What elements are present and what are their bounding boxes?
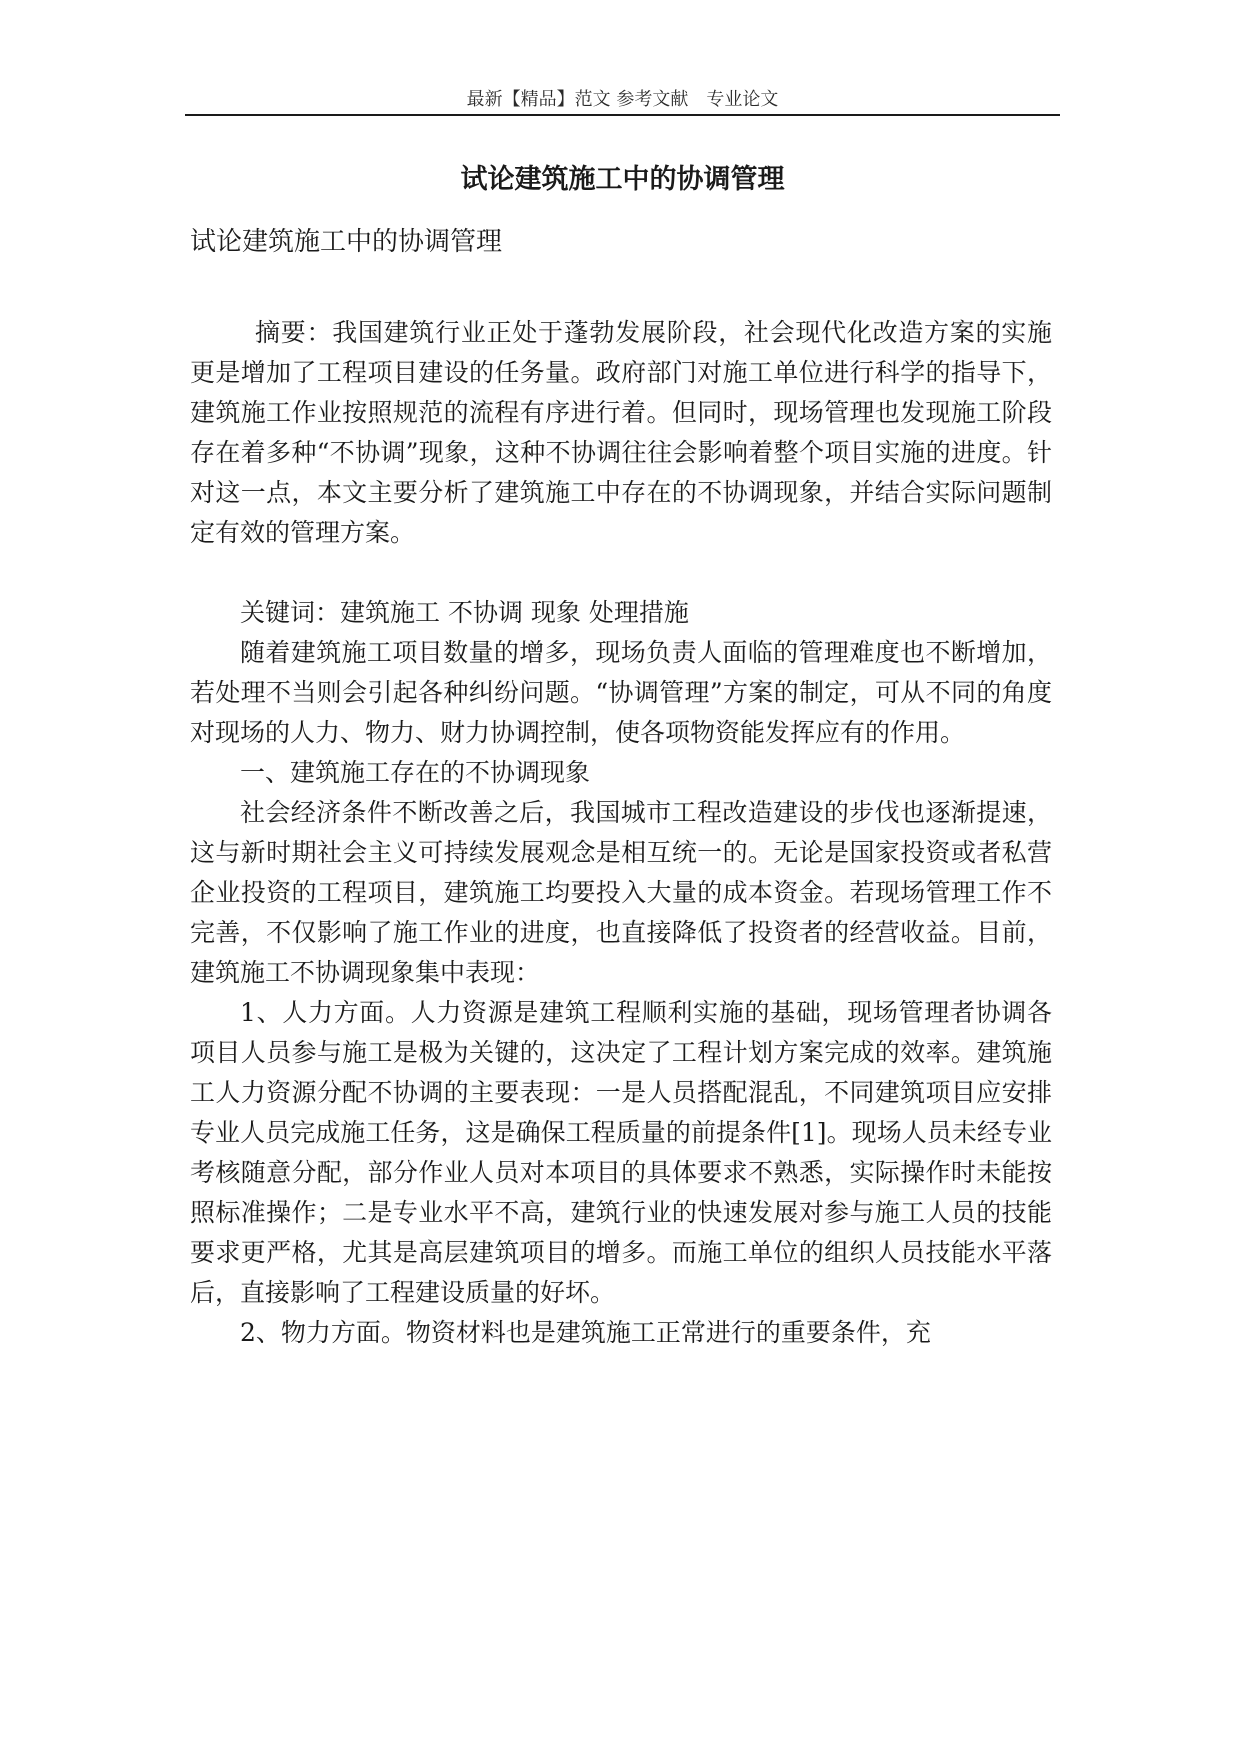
document-subtitle: 试论建筑施工中的协调管理 <box>190 227 503 257</box>
materials-paragraph: 2、物力方面。物资材料也是建筑施工正常进行的重要条件，充 <box>240 1318 931 1347</box>
intro-paragraph: 随着建筑施工项目数量的增多，现场负责人面临的管理难度也不断增加，若处理不当则会引起各种纠纷问题。“协调管理”方案的制定，可从不同的角度对现场的人力、物力、财力协调控制，使各项物资能发挥应有的作用。 <box>190 638 1052 747</box>
document-body <box>190 313 1052 1353</box>
abstract-paragraph: 摘要：我国建筑行业正处于蓬勃发展阶段，社会现代化改造方案的实施更是增加了工程项目建设的任务量。政府部门对施工单位进行科学的指导下，建筑施工作业按照规范的流程有序进行着。但同时，现场管理也发现施工阶段存在着多种“不协调”现象，这种不协调往往会影响着整个项目实施的进度。针对这一点，本文主要分析了建筑施工中存在的不协调现象，并结合实际问题制定有效的管理方案。 <box>190 318 1052 547</box>
paragraph-spacer <box>190 553 1052 593</box>
header-divider <box>185 114 1060 116</box>
page-header: 最新【精品】范文 参考文献 专业论文 <box>466 89 779 110</box>
document-title: 试论建筑施工中的协调管理 <box>460 164 785 195</box>
section-1-paragraph: 社会经济条件不断改善之后，我国城市工程改造建设的步伐也逐渐提速，这与新时期社会主义可持续发展观念是相互统一的。无论是国家投资或者私营企业投资的工程项目，建筑施工均要投入大量的成本资金。若现场管理工作不完善，不仅影响了施工作业的进度，也直接降低了投资者的经营收益。目前，建筑施工不协调现象集中表现： <box>190 798 1052 987</box>
manpower-paragraph: 1、人力方面。人力资源是建筑工程顺利实施的基础，现场管理者协调各项目人员参与施工是极为关键的，这决定了工程计划方案完成的效率。建筑施工人力资源分配不协调的主要表现：一是人员搭配混乱，不同建筑项目应安排专业人员完成施工任务，这是确保工程质量的前提条件[1]。现场人员未经专业考核随意分配，部分作业人员对本项目的具体要求不熟悉，实际操作时未能按照标准操作；二是专业水平不高，建筑行业的快速发展对参与施工人员的技能要求更严格，尤其是高层建筑项目的增多。而施工单位的组织人员技能水平落后，直接影响了工程建设质量的好坏。 <box>190 998 1052 1307</box>
keywords-line: 关键词：建筑施工 不协调 现象 处理措施 <box>240 598 689 627</box>
section-heading-1: 一、建筑施工存在的不协调现象 <box>240 758 591 787</box>
